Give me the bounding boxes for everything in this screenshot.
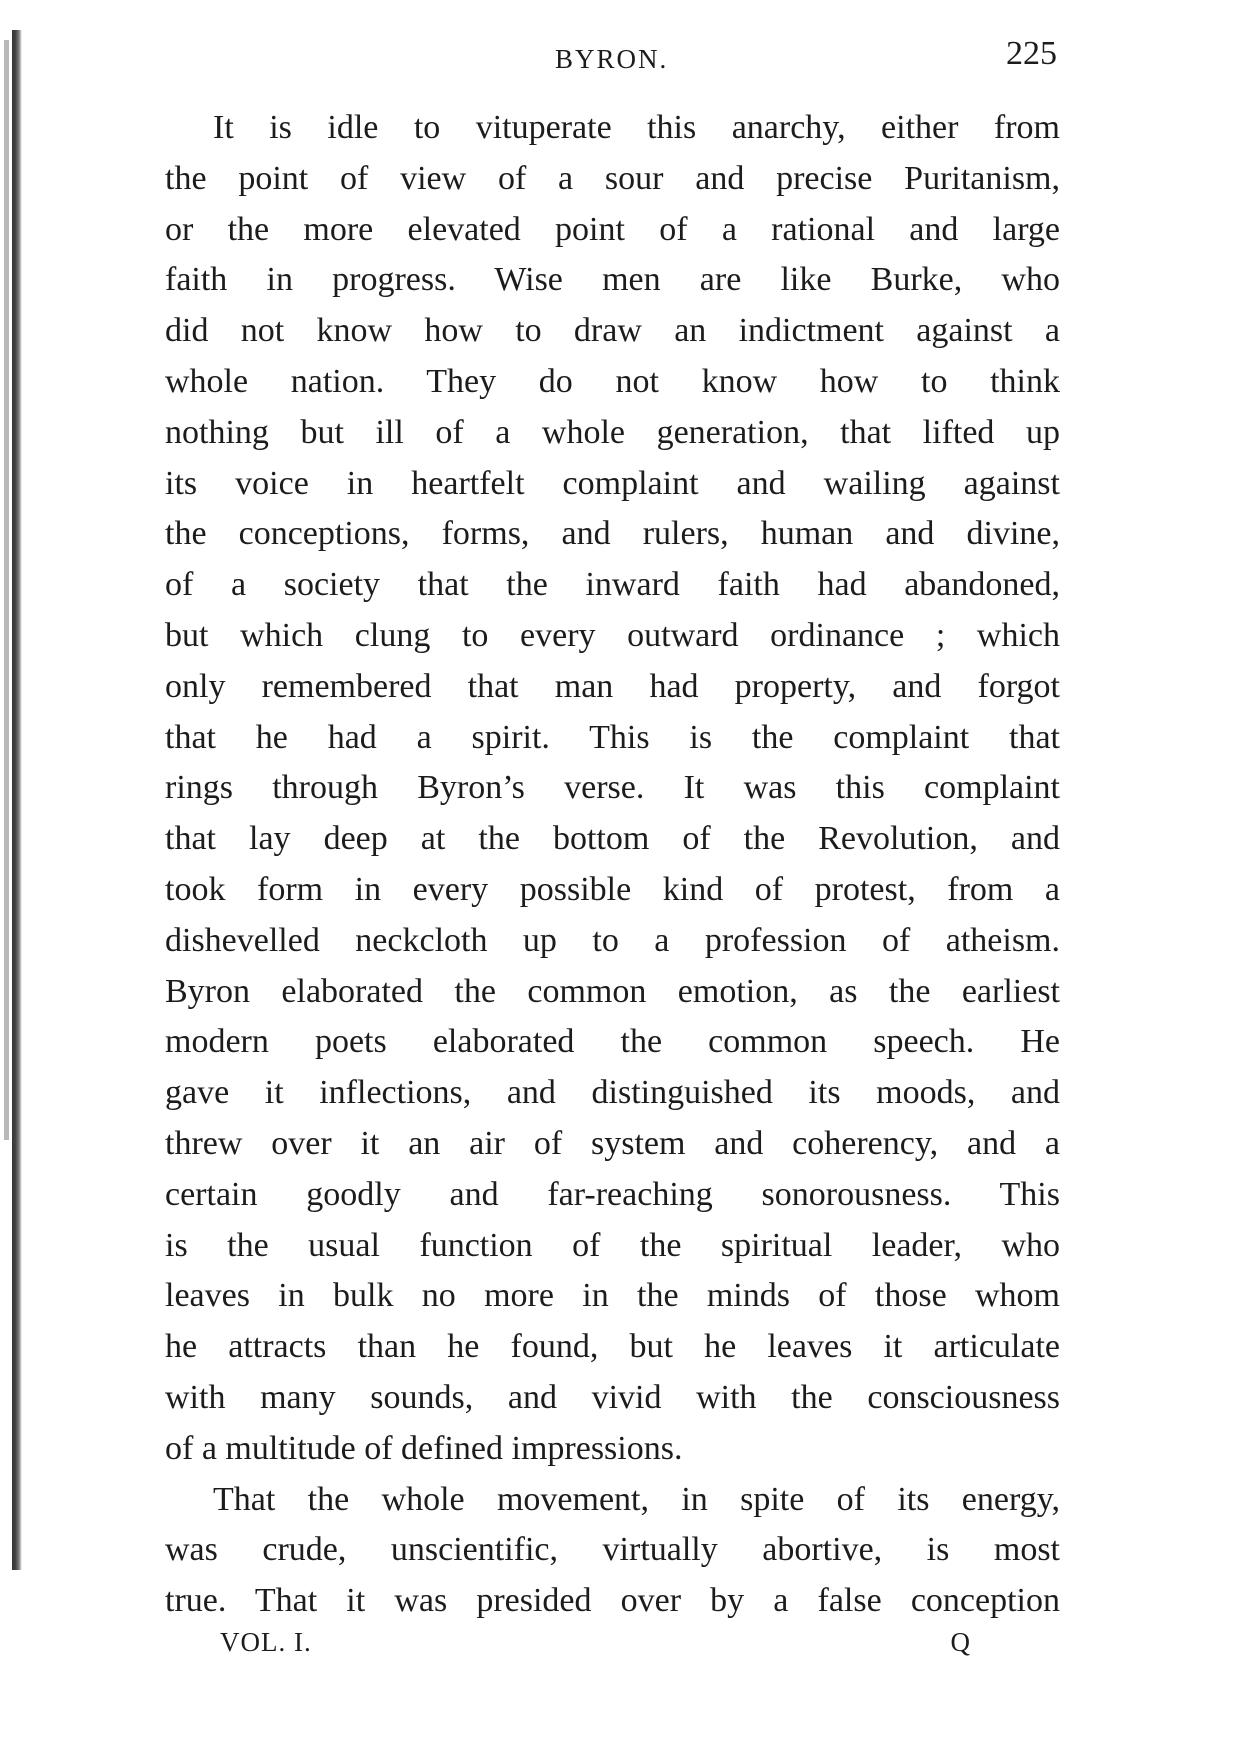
text-line: dishevelled neckcloth up to a profession of atheism. bbox=[165, 921, 1060, 959]
text-line: whole nation. They do not know how to think bbox=[165, 362, 1060, 400]
page-header bbox=[165, 30, 1060, 82]
text-line: only remembered that man had property, and forgot bbox=[165, 667, 1060, 705]
text-line: It is idle to vituperate this anarchy, either from bbox=[213, 109, 1060, 146]
body-text bbox=[165, 103, 1060, 1627]
text-line: took form in every possible kind of protest, from a bbox=[165, 870, 1060, 908]
text-line: its voice in heartfelt complaint and wailing against bbox=[165, 464, 1060, 502]
page-footer bbox=[210, 1627, 970, 1667]
text-line: threw over it an air of system and coherency, and a bbox=[165, 1124, 1060, 1162]
text-line: of a society that the inward faith had abandoned, bbox=[165, 566, 1060, 604]
paragraph bbox=[165, 103, 1060, 1475]
text-line: leaves in bulk no more in the minds of those whom bbox=[165, 1277, 1060, 1315]
text-line: the conceptions, forms, and rulers, human and divine, bbox=[165, 515, 1060, 553]
text-line: That the whole movement, in spite of its energy, bbox=[213, 1480, 1060, 1518]
volume-label: VOL. I. bbox=[220, 1627, 312, 1657]
signature-mark: Q bbox=[950, 1627, 970, 1657]
text-line: of a multitude of defined impressions. bbox=[165, 1429, 683, 1467]
text-line: that lay deep at the bottom of the Revolution, and bbox=[165, 820, 1060, 858]
text-line: rings through Byron’s verse. It was this complaint bbox=[165, 769, 1060, 807]
text-line: nothing but ill of a whole generation, that lifted up bbox=[165, 413, 1060, 451]
text-line: or the more elevated point of a rational and large bbox=[165, 210, 1060, 248]
text-line: faith in progress. Wise men are like Burke, who bbox=[165, 261, 1060, 299]
text-line: certain goodly and far-reaching sonorousness. This bbox=[165, 1175, 1060, 1213]
text-line: modern poets elaborated the common speech. He bbox=[165, 1023, 1060, 1061]
text-line: he attracts than he found, but he leaves it articulate bbox=[165, 1328, 1060, 1366]
text-line: did not know how to draw an indictment against a bbox=[165, 312, 1060, 350]
text-line: with many sounds, and vivid with the consciousness bbox=[165, 1378, 1060, 1416]
text-line: that he had a spirit. This is the complaint that bbox=[165, 718, 1060, 756]
text-line: was crude, unscientific, virtually abortive, is most bbox=[165, 1531, 1060, 1569]
binding-shadow bbox=[4, 40, 9, 1140]
text-line: the point of view of a sour and precise Puritanism, bbox=[165, 159, 1060, 197]
binding-edge bbox=[12, 30, 22, 1570]
text-line: gave it inflections, and distinguished its moods, and bbox=[165, 1074, 1060, 1112]
paragraph bbox=[165, 1475, 1060, 1627]
text-line: is the usual function of the spiritual leader, who bbox=[165, 1226, 1060, 1264]
running-head: BYRON. bbox=[555, 44, 669, 74]
text-line: Byron elaborated the common emotion, as the earliest bbox=[165, 972, 1060, 1010]
text-line: true. That it was presided over by a false conception bbox=[165, 1582, 1060, 1620]
page-number: 225 bbox=[1006, 35, 1057, 72]
text-line: but which clung to every outward ordinance ; which bbox=[165, 616, 1060, 654]
